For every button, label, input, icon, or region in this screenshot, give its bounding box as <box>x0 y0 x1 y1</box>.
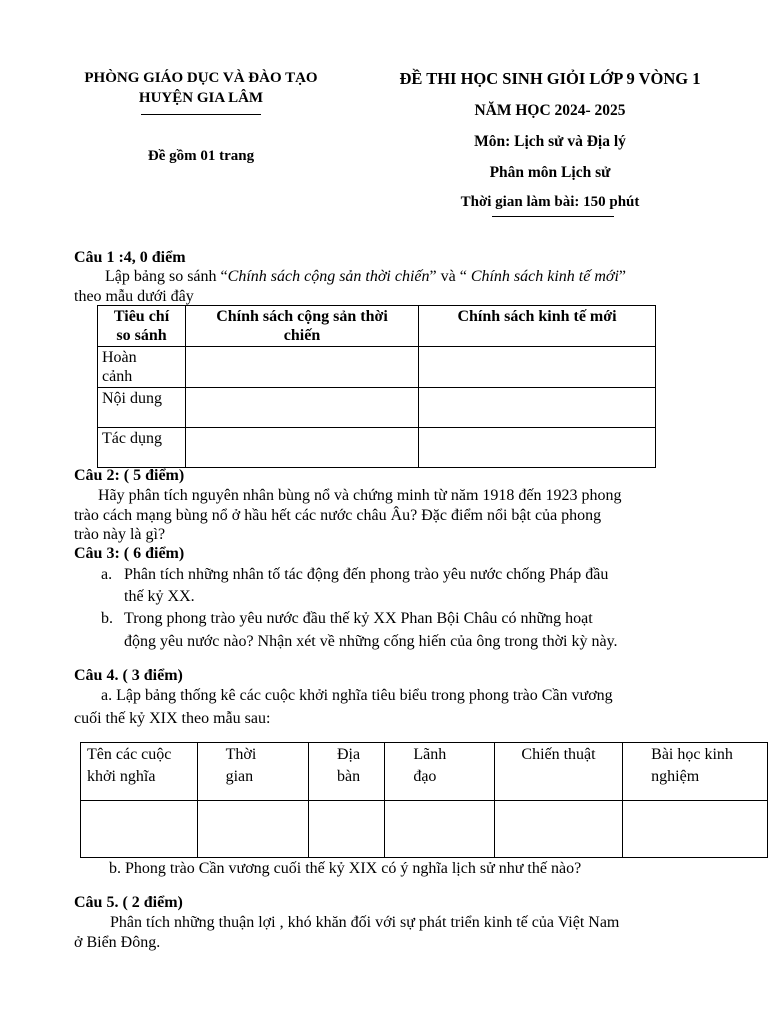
q1-prompt-a: Lập bảng so sánh “ <box>105 268 228 285</box>
q4-a-line2: cuối thế kỷ XIX theo mẫu sau: <box>74 710 271 727</box>
table-cell <box>385 801 495 858</box>
q1-prompt-b: Chính sách cộng sản thời chiến <box>227 268 430 285</box>
comparison-table <box>97 305 656 468</box>
q1-prompt-line2: theo mẫu dưới đây <box>74 288 194 305</box>
header-cell-lessons: Bài học kinh nghiệm <box>623 743 768 801</box>
q5-title-label: Câu 5 <box>74 894 115 911</box>
org-header <box>60 68 342 115</box>
row-label-effect: Tác dụng <box>98 428 186 468</box>
q2-title: Câu 2: ( 5 điểm) <box>74 467 185 484</box>
row-label-content: Nội dung <box>98 388 186 428</box>
org-divider <box>141 114 261 115</box>
q2-line3: trào này là gì? <box>74 526 166 543</box>
q4-b-line: b. Phong trào Cần vương cuối thế kỷ XIX có ý nghĩa lịch sử như thế nào? <box>109 860 582 877</box>
table-cell <box>419 428 656 468</box>
q2-line1: Hãy phân tích nguyên nhân bùng nổ và chứng minh từ năm 1918 đến 1923 phong <box>98 487 622 504</box>
table-cell <box>419 347 656 388</box>
exam-header <box>378 68 722 212</box>
row-label-context: Hoàn cảnh <box>98 347 186 388</box>
q5-title-points: . ( 2 điểm) <box>114 894 183 911</box>
table-cell <box>197 801 308 858</box>
q2-line2: trào cách mạng bùng nổ ở hầu hết các nước châu Âu? Đặc điểm nổi bật của phong <box>74 507 602 524</box>
header-cell-time: Thời gian <box>197 743 308 801</box>
header-cell-tactics: Chiến thuật <box>494 743 622 801</box>
uprisings-table <box>80 742 768 858</box>
q1-title: Câu 1 :4, 0 điểm <box>74 249 186 266</box>
org-line1: PHÒNG GIÁO DỤC VÀ ĐÀO TẠO <box>84 70 318 86</box>
q3-b-line1: Trong phong trào yêu nước đầu thế kỷ XX Phan Bội Châu có những hoạt <box>124 610 593 627</box>
table-cell <box>186 428 419 468</box>
q1-prompt <box>105 267 626 287</box>
q5-line2: ở Biển Đông. <box>74 934 161 951</box>
q4-title-points: . ( 3 điểm) <box>114 667 183 684</box>
q3-a-line1: Phân tích những nhân tố tác động đến phong trào yêu nước chống Pháp đầu <box>124 566 609 583</box>
q5-title <box>74 893 183 913</box>
subject: Môn: Lịch sử và Địa lý <box>474 133 626 150</box>
q3-title: Câu 3: ( 6 điểm) <box>74 545 185 562</box>
table-cell <box>186 347 419 388</box>
time-limit: Thời gian làm bài: 150 phút <box>460 194 640 210</box>
exam-title: ĐỀ THI HỌC SINH GIỎI LỚP 9 VÒNG 1 <box>399 69 701 88</box>
q4-title-label: Câu 4 <box>74 667 115 684</box>
time-divider <box>492 216 614 217</box>
table-cell <box>186 388 419 428</box>
q3-a-marker: a. <box>101 566 113 583</box>
header-cell-criteria: Tiêu chí so sánh <box>98 306 186 347</box>
header-cell-location: Địa bàn <box>308 743 384 801</box>
q1-prompt-c: ” và “ <box>429 268 471 285</box>
org-line2: HUYỆN GIA LÂM <box>138 90 264 106</box>
header-cell-nep: Chính sách kinh tế mới <box>419 306 656 347</box>
table-cell <box>308 801 384 858</box>
q1-prompt-d: Chính sách kinh tế mới <box>470 268 619 285</box>
q3-b-line2: động yêu nước nào? Nhận xét về những cống hiến của ông trong thời kỳ này. <box>124 633 618 650</box>
header-cell-uprising-name: Tên các cuộc khởi nghĩa <box>81 743 198 801</box>
table-cell <box>494 801 622 858</box>
school-year: NĂM HỌC 2024- 2025 <box>474 102 626 119</box>
q4-a-line1: a. Lập bảng thống kê các cuộc khởi nghĩa tiêu biểu trong phong trào Cần vương <box>101 687 613 704</box>
sub-subject: Phân môn Lịch sử <box>489 164 611 181</box>
q3-b-marker: b. <box>101 610 113 627</box>
header-cell-war-communism: Chính sách cộng sản thời chiến <box>186 306 419 347</box>
q1-prompt-e: ” <box>618 268 626 285</box>
table-cell <box>419 388 656 428</box>
q4-title <box>74 666 183 686</box>
header-cell-leader: Lãnh đạo <box>385 743 495 801</box>
q3-a-line2: thế kỷ XX. <box>124 588 195 605</box>
pages-note: Đề gồm 01 trang <box>147 148 255 164</box>
table-cell <box>81 801 198 858</box>
table-cell <box>623 801 768 858</box>
q5-line1: Phân tích những thuận lợi , khó khăn đối với sự phát triển kinh tế của Việt Nam <box>110 914 620 931</box>
